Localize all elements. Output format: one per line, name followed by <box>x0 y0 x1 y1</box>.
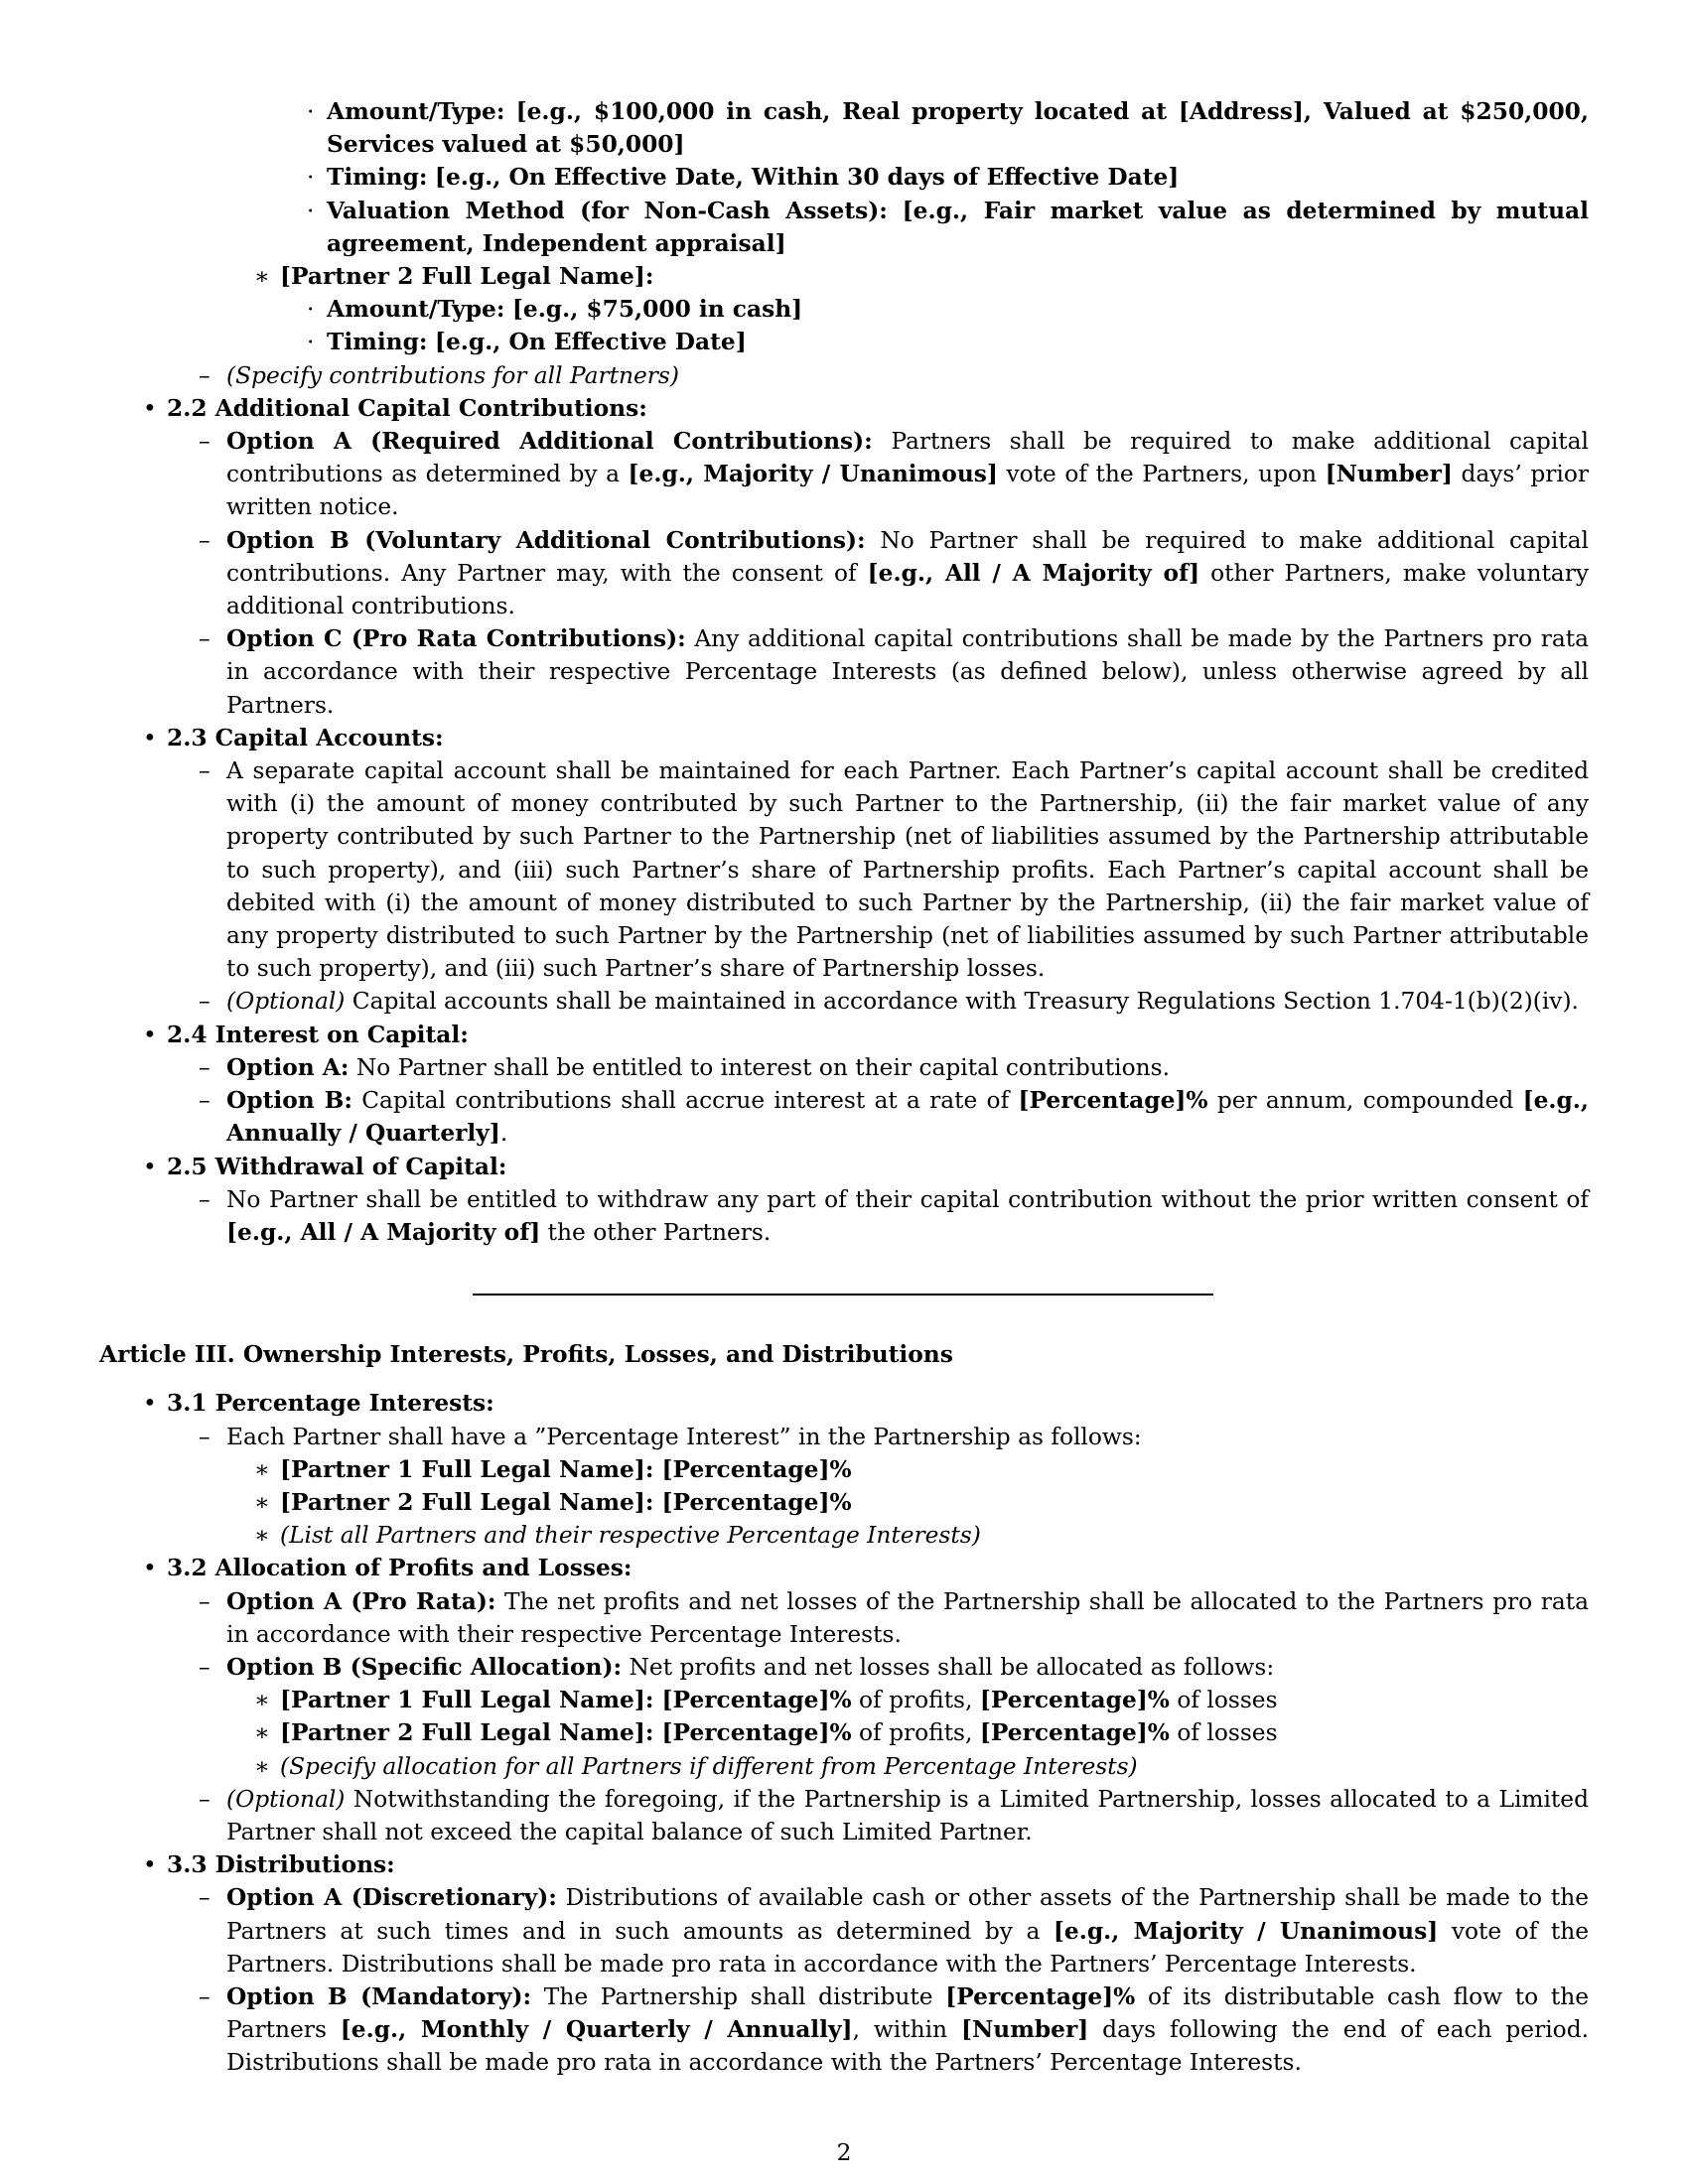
star-marker: ∗ <box>254 263 270 291</box>
dash-marker: – <box>199 1982 211 2010</box>
section-heading: • 3.1 Percentage Interests: <box>167 1387 1589 1420</box>
bullet-marker: • <box>143 724 157 751</box>
section-heading: • 2.2 Additional Capital Contributions: <box>167 392 1589 425</box>
page-number: 2 <box>836 2139 852 2166</box>
dot-marker: · <box>307 98 315 125</box>
dash-marker: – <box>199 1423 211 1450</box>
section-heading: • 2.5 Withdrawal of Capital: <box>167 1151 1589 1183</box>
dash-marker: – <box>199 1653 211 1681</box>
dash-marker: – <box>199 361 211 389</box>
star-marker: ∗ <box>254 1522 270 1550</box>
list-item: · Timing: [e.g., On Effective Date] <box>327 326 1589 358</box>
dash-marker: – <box>199 1185 211 1213</box>
star-marker: ∗ <box>254 1455 270 1483</box>
bullet-marker: • <box>143 1390 157 1418</box>
list-item: – Option A: No Partner shall be entitled to interest on their capital contributions. <box>226 1051 1589 1084</box>
dot-marker: · <box>307 197 315 224</box>
bullet-marker: • <box>143 1851 157 1879</box>
list-item: – A separate capital account shall be maintained for each Partner. Each Partner’s capital account shall be credited with (i) the amount of money contributed by such Partner to the Partnership, (ii) the fair market value of any property contributed by such Partner to the Partnership (net of liabilities assumed by the Partnership attributable to such property), and (iii) such Partner’s share of Partnership profits. Each Partner’s capital account shall be debited with (i) the amount of money distributed to such Partner by the Partnership, (ii) the fair market value of any property distributed to such Partner by the Partnership (net of liabilities assumed by such Partner attributable to such property), and (iii) such Partner’s share of Partnership losses. <box>226 754 1589 985</box>
bullet-marker: • <box>143 1153 157 1180</box>
dash-marker: – <box>199 625 211 653</box>
list-item: · Timing: [e.g., On Effective Date, Within 30 days of Effective Date] <box>327 161 1589 194</box>
dot-marker: · <box>307 296 315 324</box>
list-item: · Valuation Method (for Non-Cash Assets): [e.g., Fair market value as determined by mutual agreement, Independent appraisal] <box>327 195 1589 260</box>
list-item: ∗ [Partner 2 Full Legal Name]: [Percentage]% <box>280 1486 1589 1519</box>
article-title: Article III. Ownership Interests, Profits, Losses, and Distributions <box>99 1341 953 1369</box>
list-item: · Amount/Type: [e.g., $75,000 in cash] <box>327 293 1589 326</box>
star-marker: ∗ <box>254 1687 270 1714</box>
section-heading: • 2.3 Capital Accounts: <box>167 722 1589 754</box>
dash-marker: – <box>199 1053 211 1081</box>
list-item: – No Partner shall be entitled to withdraw any part of their capital contribution without the prior written consent of [e.g., All / A Majority of] the other Partners. <box>226 1183 1589 1249</box>
list-item: ∗ [Partner 2 Full Legal Name]: [Percentage]% of profits, [Percentage]% of losses <box>280 1716 1589 1749</box>
list-item: – (Specify contributions for all Partners) <box>226 359 1589 392</box>
list-item: – (Optional) Notwithstanding the foregoing, if the Partnership is a Limited Partnership, losses allocated to a Limited Partner shall not exceed the capital balance of such Limited Partner. <box>226 1783 1589 1848</box>
dash-marker: – <box>199 1884 211 1912</box>
list-item: – Each Partner shall have a ”Percentage Interest” in the Partnership as follows: <box>226 1421 1589 1453</box>
section-divider <box>473 1294 1213 1296</box>
list-item: ∗ [Partner 2 Full Legal Name]: <box>280 260 1589 293</box>
dash-marker: – <box>199 1785 211 1813</box>
dash-marker: – <box>199 1587 211 1615</box>
list-item: – Option C (Pro Rata Contributions): Any additional capital contributions shall be made by the Partners pro rata in accordance with their respective Percentage Interests (as defined below), unless otherwise agreed by all Partners. <box>226 622 1589 722</box>
list-item: – Option B (Mandatory): The Partnership shall distribute [Percentage]% of its distributable cash flow to the Partners [e.g., Monthly / Quarterly / Annually], within [Number] days following the end of each period. Distributions shall be made pro rata in accordance with the Partners’ Percentage Interests. <box>226 1980 1589 2080</box>
star-marker: ∗ <box>254 1719 270 1747</box>
section-heading: • 3.3 Distributions: <box>167 1848 1589 1881</box>
list-item: · Amount/Type: [e.g., $100,000 in cash, Real property located at [Address], Valued at $250,000, Services valued at $50,000] <box>327 95 1589 161</box>
list-item: ∗ [Partner 1 Full Legal Name]: [Percentage]% of profits, [Percentage]% of losses <box>280 1684 1589 1716</box>
dash-marker: – <box>199 526 211 554</box>
section-heading: • 2.4 Interest on Capital: <box>167 1019 1589 1051</box>
document-page <box>99 95 1589 2080</box>
dot-marker: · <box>307 164 315 192</box>
bullet-marker: • <box>143 1555 157 1582</box>
list-item: – Option B: Capital contributions shall accrue interest at a rate of [Percentage]% per annum, compounded [e.g., Annually / Quarterly]. <box>226 1084 1589 1150</box>
list-item: ∗ [Partner 1 Full Legal Name]: [Percentage]% <box>280 1453 1589 1486</box>
dot-marker: · <box>307 329 315 356</box>
dash-marker: – <box>199 1087 211 1115</box>
list-item: ∗ (Specify allocation for all Partners if different from Percentage Interests) <box>280 1750 1589 1783</box>
section-heading: • 3.2 Allocation of Profits and Losses: <box>167 1552 1589 1584</box>
list-item: – Option B (Specific Allocation): Net profits and net losses shall be allocated as follows: <box>226 1651 1589 1684</box>
list-item: – Option A (Discretionary): Distributions of available cash or other assets of the Partnership shall be made to the Partners at such times and in such amounts as determined by a [e.g., Majority / Unanimous] vote of the Partners. Distributions shall be made pro rata in accordance with the Partners’ Percentage Interests. <box>226 1881 1589 1980</box>
list-item: ∗ (List all Partners and their respective Percentage Interests) <box>280 1519 1589 1552</box>
dash-marker: – <box>199 757 211 785</box>
list-item: – (Optional) Capital accounts shall be maintained in accordance with Treasury Regulations Section 1.704-1(b)(2)(iv). <box>226 985 1589 1018</box>
star-marker: ∗ <box>254 1752 270 1780</box>
list-item: – Option A (Required Additional Contributions): Partners shall be required to make additional capital contributions as determined by a [e.g., Majority / Unanimous] vote of the Partners, upon [Number] days’ prior written notice. <box>226 425 1589 524</box>
list-item: – Option B (Voluntary Additional Contributions): No Partner shall be required to make additional capital contributions. Any Partner may, with the consent of [e.g., All / A Majority of] other Partners, make voluntary additional contributions. <box>226 524 1589 623</box>
star-marker: ∗ <box>254 1488 270 1516</box>
dash-marker: – <box>199 988 211 1016</box>
dash-marker: – <box>199 428 211 456</box>
bullet-marker: • <box>143 1021 157 1048</box>
list-item: – Option A (Pro Rata): The net profits and net losses of the Partnership shall be allocated to the Partners pro rata in accordance with their respective Percentage Interests. <box>226 1585 1589 1651</box>
bullet-marker: • <box>143 394 157 422</box>
